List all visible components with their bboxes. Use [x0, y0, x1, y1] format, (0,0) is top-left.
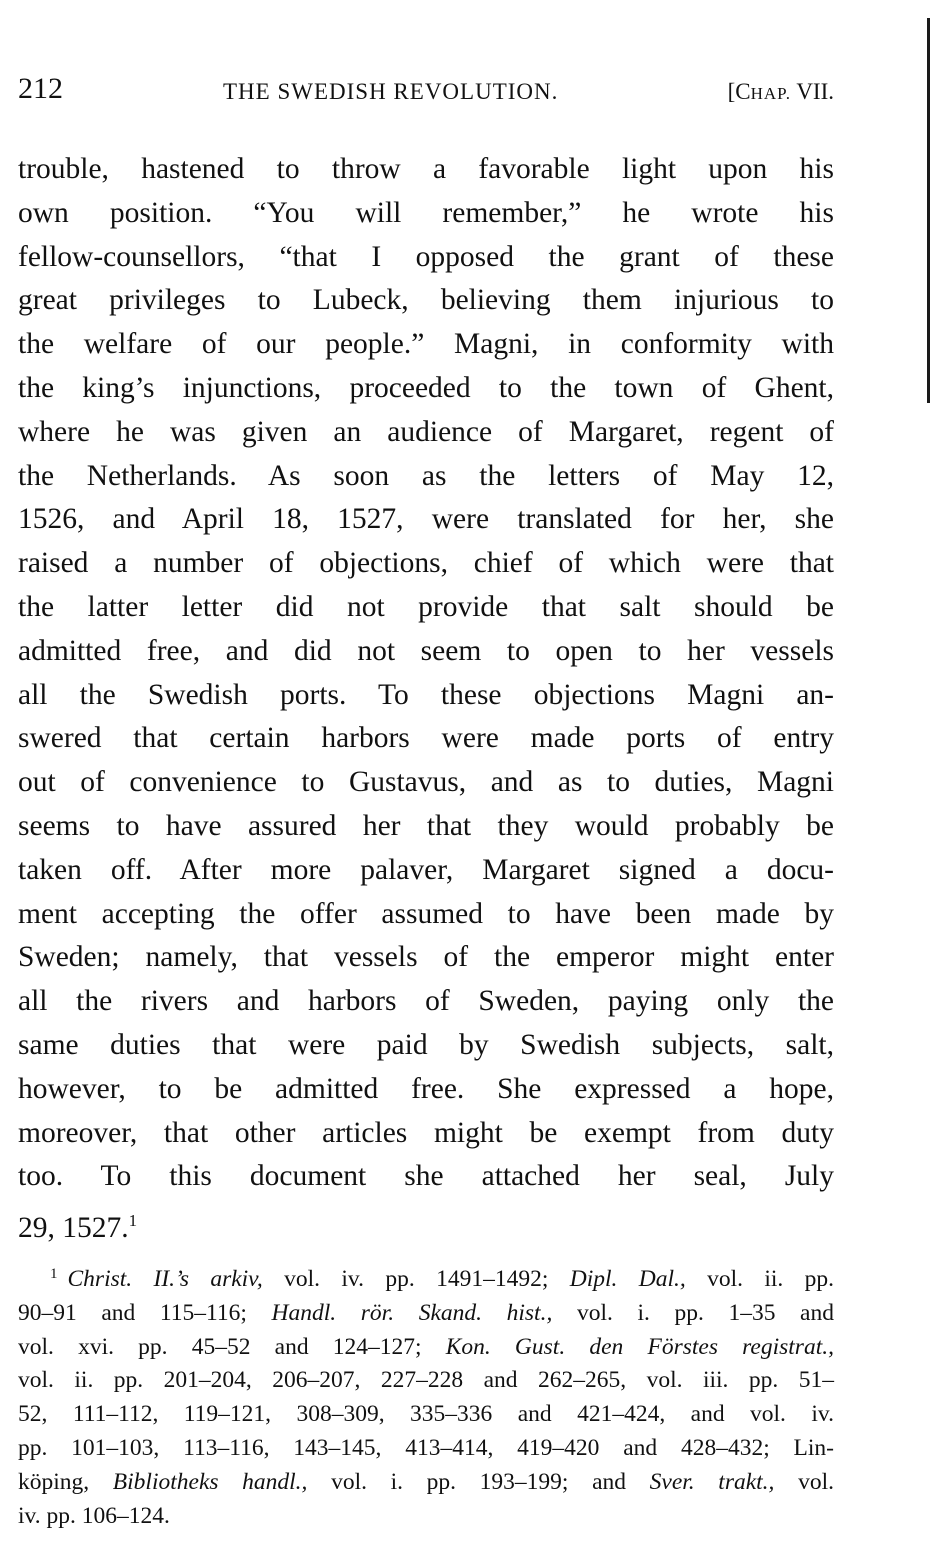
footnote-line: $^1$ Christ. II.’s arkiv, vol. iv. pp. 1491–1492; Dipl. Dal., vol. ii. pp.	[50, 1266, 835, 1292]
text-line: ment accepting the offer assumed to have been made by	[18, 897, 834, 930]
text-line: 1526, and April 18, 1527, were translated for her, she	[18, 503, 834, 536]
text-line: Sweden; namely, that vessels of the emperor might enter	[18, 941, 834, 974]
text-line: seems to have assured her that they would probably be	[18, 809, 834, 842]
text-line: swered that certain harbors were made ports of entry	[18, 722, 834, 755]
running-head	[18, 72, 834, 112]
text-line: where he was given an audience of Margaret, regent of	[18, 415, 834, 448]
footnote-reference[interactable]: 1	[128, 1211, 138, 1231]
text-line: the latter letter did not provide that salt should be	[18, 590, 834, 623]
text-line: admitted free, and did not seem to open to her vessels	[18, 634, 834, 667]
footnote-line: vol. xvi. pp. 45–52 and 124–127; Kon. Gust. den Förstes registrat.,	[18, 1333, 834, 1360]
text-line-last	[18, 1199, 834, 1251]
text-line: own position. “You will remember,” he wrote his	[18, 196, 834, 229]
text-line: moreover, that other articles might be exempt from duty	[18, 1116, 834, 1149]
footnote-line: 90–91 and 115–116; Handl. rör. Skand. hist., vol. i. pp. 1–35 and	[18, 1299, 834, 1326]
text-line: fellow-counsellors, “that I opposed the grant of these	[18, 240, 834, 273]
text-line: all the rivers and harbors of Sweden, paying only the	[18, 985, 834, 1018]
footnote-line: köping, Bibliotheks handl., vol. i. pp. 193–199; and Sver. trakt., vol.	[18, 1468, 834, 1495]
footnote-line: pp. 101–103, 113–116, 143–145, 413–414, 419–420 and 428–432; Lin-	[18, 1434, 834, 1461]
text-line: same duties that were paid by Swedish subjects, salt,	[18, 1028, 834, 1061]
text-line: however, to be admitted free. She expressed a hope,	[18, 1072, 834, 1105]
text-line: out of convenience to Gustavus, and as to duties, Magni	[18, 766, 834, 799]
text-line: all the Swedish ports. To these objections Magni an-	[18, 678, 834, 711]
page-edge-line	[927, 18, 930, 403]
page-number: 212	[18, 72, 63, 105]
body-text	[18, 148, 834, 1251]
text-line: trouble, hastened to throw a favorable light upon his	[18, 153, 834, 185]
text-line: taken off. After more palaver, Margaret signed a docu-	[18, 853, 834, 886]
footnote-line: iv. pp. 106–124.	[18, 1502, 170, 1529]
footnote-line: vol. ii. pp. 201–204, 206–207, 227–228 and 262–265, vol. iii. pp. 51–	[18, 1367, 834, 1394]
text-line: raised a number of objections, chief of which were that	[18, 547, 834, 580]
footnote-line: 52, 111–112, 119–121, 308–309, 335–336 and 421–424, and vol. iv.	[18, 1401, 834, 1428]
footnote	[18, 1258, 834, 1533]
text-line: the Netherlands. As soon as the letters of May 12,	[18, 459, 834, 492]
text-line: too. To this document she attached her seal, July	[18, 1160, 834, 1193]
text-line: the welfare of our people.” Magni, in conformity with	[18, 328, 834, 361]
footnote-mark: 1	[50, 1266, 58, 1282]
text-line: the king’s injunctions, proceeded to the town of Ghent,	[18, 371, 834, 404]
chapter-reference: [CHAP. VII.	[727, 79, 834, 104]
last-line-text: 29, 1527.	[18, 1212, 129, 1245]
text-line: great privileges to Lubeck, believing them injurious to	[18, 284, 834, 317]
book-title: THE SWEDISH REVOLUTION.	[223, 79, 559, 104]
